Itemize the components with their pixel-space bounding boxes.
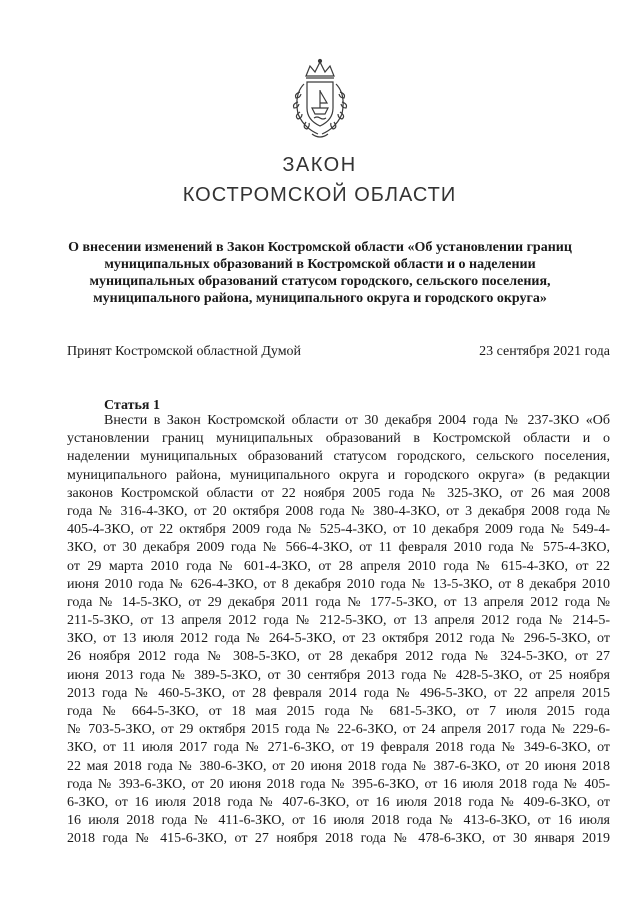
- article-line: 2013 года № 460-5-ЗКО, от 28 февраля 2014 года № 496-5-ЗКО, от 22 апреля 2015: [67, 685, 610, 701]
- article-line: 16 июля 2018 года № 411-6-ЗКО, от 16 июля 2018 года № 413-6-ЗКО, от 16 июля: [67, 813, 610, 829]
- article-line: года № 393-6-ЗКО, от 20 июня 2018 года № 395-6-ЗКО, от 16 июля 2018 года № 405-: [67, 776, 610, 792]
- article-line: № 703-5-ЗКО, от 29 октября 2015 года № 22-6-ЗКО, от 24 апреля 2017 года № 229-6-: [67, 722, 610, 738]
- article-heading: Статья 1: [104, 398, 160, 413]
- adopted-by: Принят Костромской областной Думой: [67, 344, 302, 359]
- article-line: ЗКО, от 11 июля 2017 года № 271-6-ЗКО, от 19 февраля 2018 года № 349-6-ЗКО, от: [67, 740, 610, 756]
- article-line: года № 14-5-ЗКО, от 29 декабря 2011 года № 177-5-ЗКО, от 13 апреля 2012 года №: [67, 594, 610, 610]
- article-line: муниципального района, муниципального округа и городского округа» (в редакции: [67, 467, 610, 483]
- article-line: года № 316-4-ЗКО, от 20 октября 2008 года № 380-4-ЗКО, от 3 декабря 2008 года №: [67, 503, 610, 519]
- article-line: 2018 года № 415-6-ЗКО, от 27 ноября 2018 года № 478-6-ЗКО, от 30 января 2019: [67, 831, 610, 847]
- article-line: 26 ноября 2012 года № 308-5-ЗКО, от 28 декабря 2012 года № 324-5-ЗКО, от 27: [67, 649, 610, 665]
- subject-line: О внесении изменений в Закон Костромской области «Об установлении границ: [68, 240, 572, 255]
- article-line: июня 2010 года № 626-4-ЗКО, от 8 декабря 2010 года № 13-5-ЗКО, от 8 декабря 2010: [67, 576, 610, 592]
- adopted-date: 23 сентября 2021 года: [479, 344, 610, 359]
- subject-line: муниципального района, муниципального округа и городского округа»: [93, 291, 547, 306]
- article-line: Внести в Закон Костромской области от 30 декабря 2004 года № 237-ЗКО «Об: [104, 413, 610, 428]
- subject-line: муниципальных образований статусом городского, сельского поселения,: [89, 274, 551, 289]
- article-line: ЗКО, от 30 декабря 2009 года № 566-4-ЗКО, от 11 февраля 2010 года № 575-4-ЗКО,: [67, 540, 610, 556]
- coat-of-arms-icon: [282, 58, 358, 140]
- article-line: 405-4-ЗКО, от 22 октября 2009 года № 525-4-ЗКО, от 10 декабря 2009 года № 549-4-: [67, 522, 610, 538]
- law-subject: [40, 239, 600, 307]
- article-line: законов Костромской области от 22 ноября 2005 года № 325-ЗКО, от 26 мая 2008: [67, 485, 610, 501]
- article-line: 22 мая 2018 года № 380-6-ЗКО, от 20 июня 2018 года № 387-6-ЗКО, от 20 июня 2018: [67, 758, 610, 774]
- article-line: установлении границ муниципальных образований в Костромской области и о: [67, 431, 610, 447]
- article-line: июня 2013 года № 389-5-ЗКО, от 30 сентября 2013 года № 428-5-ЗКО, от 25 ноября: [67, 667, 610, 683]
- article-line: ЗКО, от 13 июля 2012 года № 264-5-ЗКО, от 23 октября 2012 года № 296-5-ЗКО, от: [67, 631, 610, 647]
- article-line: 6-ЗКО, от 16 июля 2018 года № 407-6-ЗКО, от 16 июля 2018 года № 409-6-ЗКО, от: [67, 794, 610, 810]
- article-line: 211-5-ЗКО, от 13 апреля 2012 года № 212-5-ЗКО, от 13 апреля 2012 года № 214-5-: [67, 613, 610, 629]
- subject-line: муниципальных образований в Костромской области и о наделении: [104, 257, 536, 272]
- article-line: года № 664-5-ЗКО, от 18 мая 2015 года № 681-5-ЗКО, от 7 июля 2015 года: [67, 704, 610, 719]
- article-line: наделении муниципальных образований статусом городского, сельского поселения,: [67, 449, 610, 465]
- law-title: ЗАКОН: [282, 154, 357, 176]
- region-title: КОСТРОМСКОЙ ОБЛАСТИ: [182, 184, 457, 206]
- article-body: [67, 412, 610, 849]
- article-line: от 29 марта 2010 года № 601-4-ЗКО, от 28 апреля 2010 года № 615-4-ЗКО, от 22: [67, 558, 610, 574]
